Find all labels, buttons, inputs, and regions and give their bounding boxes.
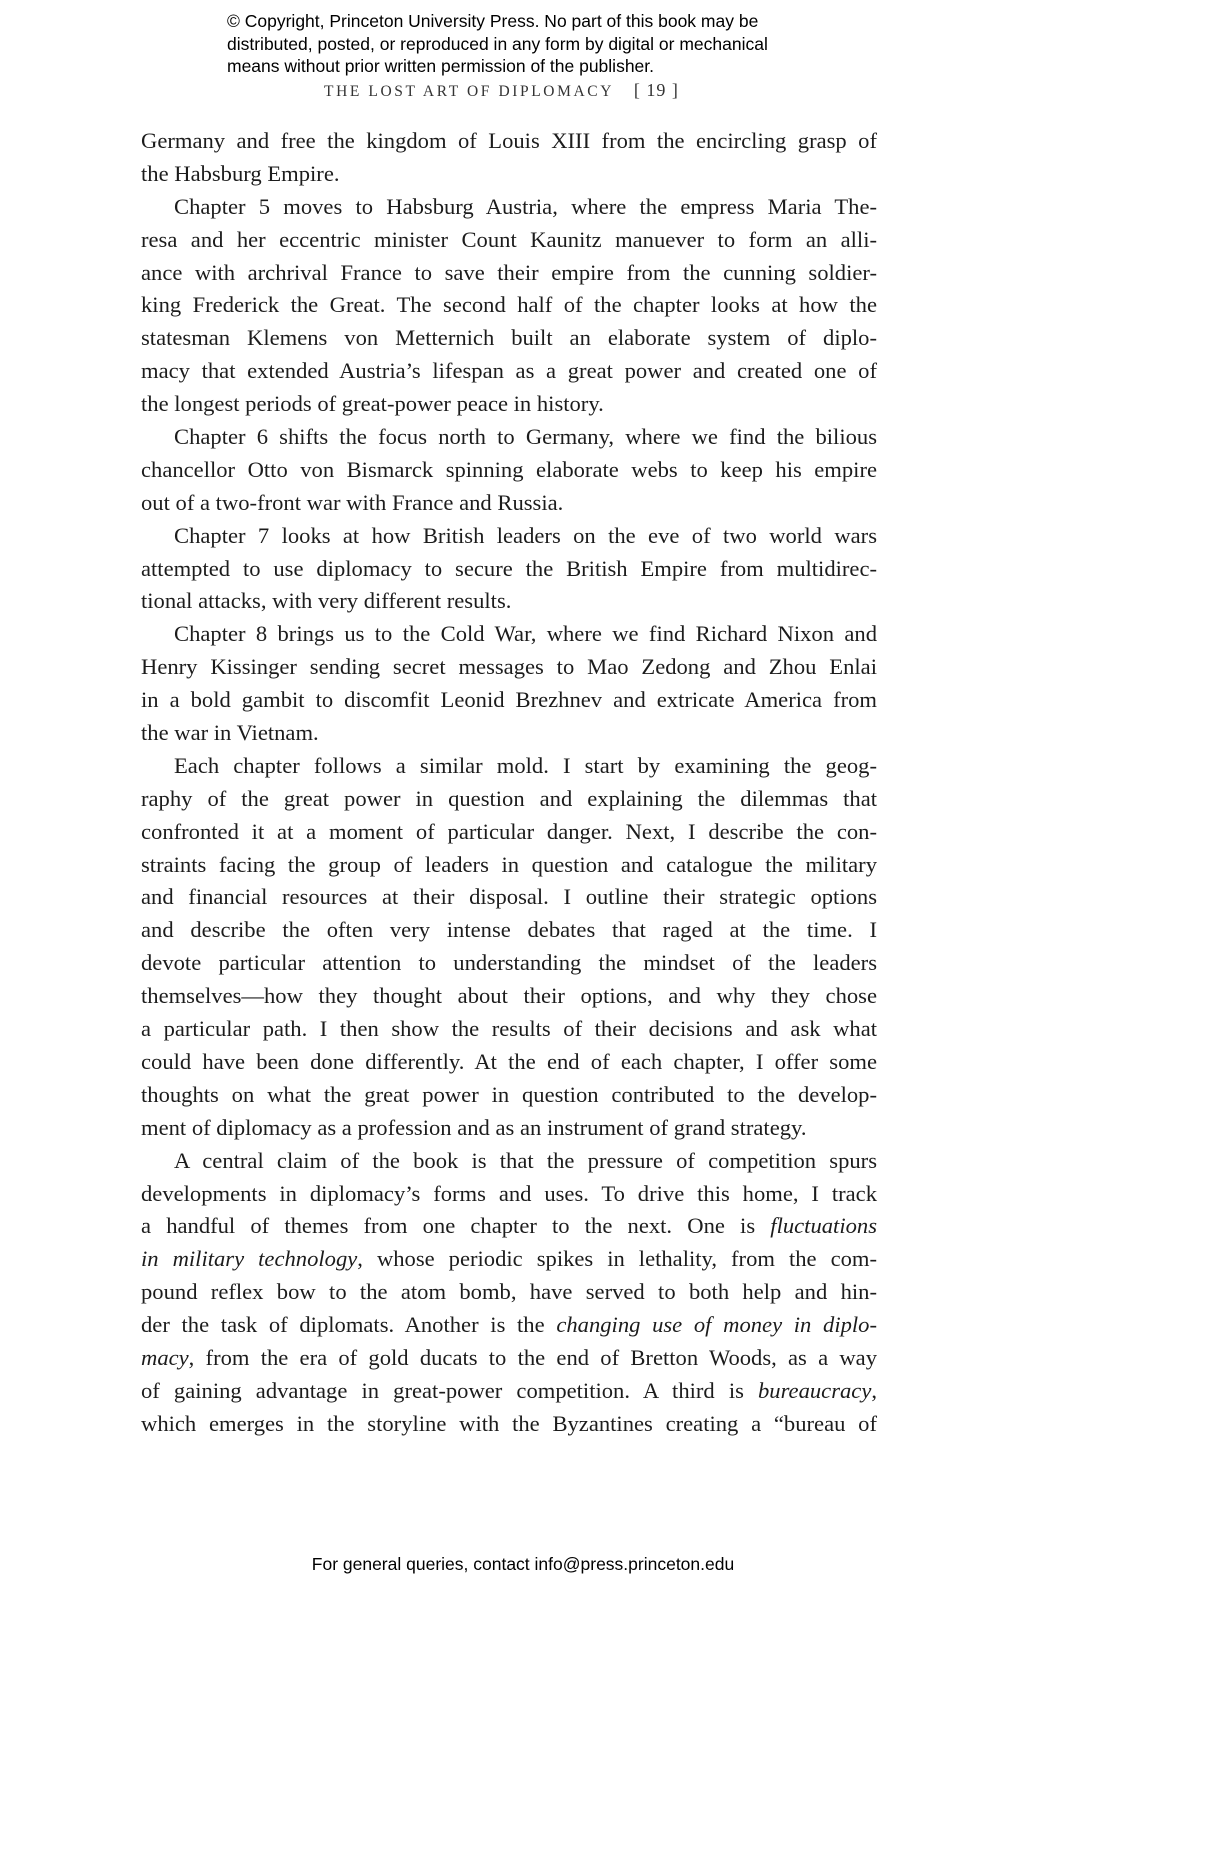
text-line	[141, 717, 877, 750]
text-run: of gaining advantage in great-power competition. A third is	[141, 1377, 758, 1403]
text-line	[141, 454, 877, 487]
text-run: Chapter 8 brings us to the Cold War, where we find Richard Nixon and	[174, 621, 877, 647]
text-run: could have been done differently. At the end of each chapter, I offer some	[141, 1048, 877, 1074]
copyright-notice	[227, 10, 867, 78]
text-run: developments in diplomacy’s forms and uses. To drive this home, I track	[141, 1180, 877, 1206]
text-line	[141, 1013, 877, 1046]
text-run: out of a two-front war with France and Russia.	[141, 489, 564, 515]
italic-text: changing use of money in diplo-	[556, 1312, 878, 1338]
text-line	[141, 1079, 877, 1112]
text-line	[141, 125, 877, 158]
text-line	[141, 816, 877, 849]
text-run: A central claim of the book is that the pressure of competition spurs	[174, 1147, 877, 1173]
text-run: in a bold gambit to discomfit Leonid Brezhnev and extricate America from	[141, 687, 877, 713]
text-run: Each chapter follows a similar mold. I start by examining the geog-	[174, 752, 877, 778]
text-run: Chapter 5 moves to Habsburg Austria, where the empress Maria The-	[174, 193, 877, 219]
text-line	[141, 1375, 877, 1408]
text-line	[141, 849, 877, 882]
text-run: resa and her eccentric minister Count Kaunitz manuever to form an alli-	[141, 226, 877, 252]
text-run: , whose periodic spikes in lethality, from the com-	[357, 1246, 878, 1272]
text-line	[141, 487, 877, 520]
text-run: and financial resources at their disposal. I outline their strategic options	[141, 884, 877, 910]
text-run: Chapter 7 looks at how British leaders on the eve of two world wars	[174, 522, 877, 548]
text-line	[141, 783, 877, 816]
text-line	[141, 158, 877, 191]
text-run: themselves—how they thought about their options, and why they chose	[141, 983, 877, 1009]
text-run: raphy of the great power in question and explaining the dilemmas that	[141, 785, 877, 811]
italic-text: bureaucracy	[758, 1377, 872, 1403]
copyright-line-3: means without prior written permission of the publisher.	[227, 56, 655, 76]
text-run: which emerges in the storyline with the Byzantines creating a “bureau of	[141, 1410, 877, 1436]
paragraph	[141, 618, 877, 750]
text-run: and describe the often very intense debates that raged at the time. I	[141, 917, 877, 943]
text-line	[141, 257, 877, 290]
text-run: ment of diplomacy as a profession and as an instrument of grand strategy.	[141, 1114, 807, 1140]
text-line	[141, 289, 877, 322]
running-head-title: THE LOST ART OF DIPLOMACY	[324, 83, 614, 100]
paragraph	[141, 520, 877, 619]
footer-contact: For general queries, contact info@press.princeton.edu	[311, 1554, 735, 1574]
text-run: a particular path. I then show the results of their decisions and ask what	[141, 1016, 877, 1042]
text-run: macy that extended Austria’s lifespan as a great power and created one of	[141, 358, 877, 384]
text-line	[141, 388, 877, 421]
text-line	[141, 651, 877, 684]
text-line	[141, 1210, 877, 1243]
text-run: der the task of diplomats. Another is the	[141, 1312, 557, 1338]
text-line	[141, 355, 877, 388]
text-line	[141, 750, 877, 783]
text-run: a handful of themes from one chapter to the next. One is	[141, 1213, 771, 1239]
text-line	[141, 520, 877, 553]
body-text	[141, 125, 877, 1441]
text-line	[141, 1243, 877, 1276]
text-run: ,	[871, 1377, 877, 1403]
text-line	[141, 191, 877, 224]
text-run: Germany and free the kingdom of Louis XIII from the encircling grasp of	[141, 128, 877, 153]
text-line	[141, 914, 877, 947]
text-line	[141, 1276, 877, 1309]
text-run: king Frederick the Great. The second half of the chapter looks at how the	[141, 292, 877, 318]
italic-text: macy	[141, 1344, 189, 1370]
text-line	[141, 1342, 877, 1375]
text-line	[141, 1309, 877, 1342]
text-run: devote particular attention to understanding the mindset of the leaders	[141, 950, 877, 976]
text-run: Henry Kissinger sending secret messages to Mao Zedong and Zhou Enlai	[141, 654, 877, 680]
italic-text: fluctuations	[770, 1213, 877, 1239]
running-head	[324, 80, 744, 101]
text-line	[141, 585, 877, 618]
text-line	[141, 618, 877, 651]
text-run: attempted to use diplomacy to secure the British Empire from multidirec-	[141, 555, 877, 581]
text-run: Chapter 6 shifts the focus north to Germany, where we find the bilious	[174, 424, 877, 450]
text-run: pound reflex bow to the atom bomb, have served to both help and hin-	[141, 1279, 877, 1305]
text-line	[141, 553, 877, 586]
text-line	[141, 421, 877, 454]
copyright-line-2: distributed, posted, or reproduced in any form by digital or mechanical	[227, 33, 768, 54]
text-line	[141, 980, 877, 1013]
paragraph	[141, 750, 877, 1145]
text-run: statesman Klemens von Metternich built an elaborate system of diplo-	[141, 325, 877, 351]
text-run: the longest periods of great-power peace in history.	[141, 391, 604, 417]
text-line	[141, 1408, 877, 1441]
text-line	[141, 322, 877, 355]
text-line	[141, 1178, 877, 1211]
text-run: chancellor Otto von Bismarck spinning elaborate webs to keep his empire	[141, 456, 877, 482]
text-line	[141, 1145, 877, 1178]
text-line	[141, 224, 877, 257]
text-line	[141, 1046, 877, 1079]
text-run: tional attacks, with very different results.	[141, 588, 512, 614]
italic-text: in military technology	[141, 1246, 358, 1272]
text-line	[141, 684, 877, 717]
text-run: , from the era of gold ducats to the end of Bretton Woods, as a way	[188, 1344, 877, 1370]
text-line	[141, 881, 877, 914]
text-run: the war in Vietnam.	[141, 720, 319, 746]
page-number: [ 19 ]	[633, 80, 679, 100]
text-run: ance with archrival France to save their empire from the cunning soldier-	[141, 259, 877, 285]
text-line	[141, 947, 877, 980]
paragraph	[141, 421, 877, 520]
paragraph	[141, 1145, 877, 1441]
text-run: thoughts on what the great power in question contributed to the develop-	[141, 1081, 877, 1107]
text-run: the Habsburg Empire.	[141, 160, 340, 186]
text-run: confronted it at a moment of particular danger. Next, I describe the con-	[141, 818, 877, 844]
copyright-line-1: © Copyright, Princeton University Press. No part of this book may be	[227, 11, 759, 31]
text-line	[141, 1112, 877, 1145]
text-run: straints facing the group of leaders in question and catalogue the military	[141, 851, 877, 877]
paragraph	[141, 191, 877, 421]
paragraph	[141, 125, 877, 191]
